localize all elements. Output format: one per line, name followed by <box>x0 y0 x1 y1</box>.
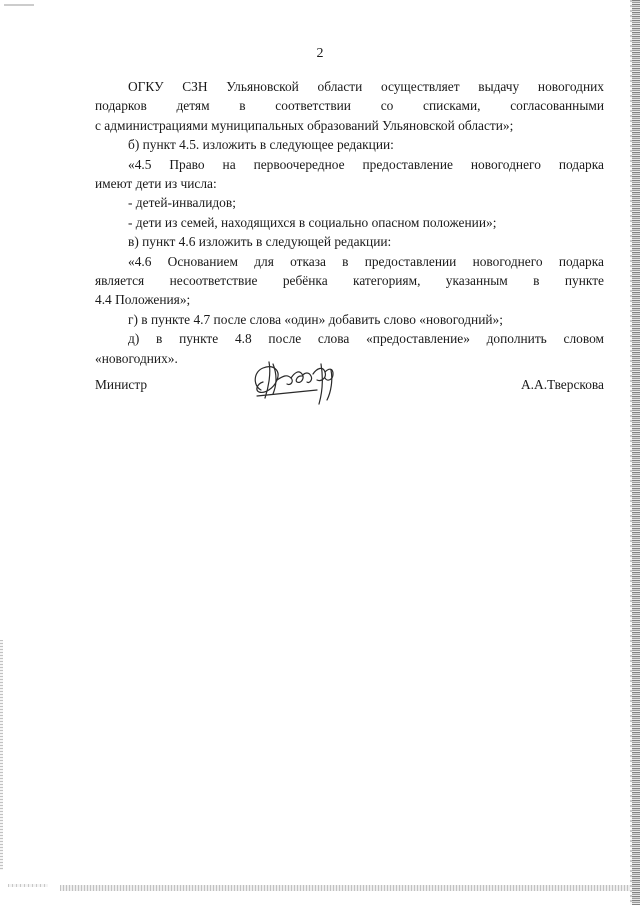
paragraph-line: имеют дети из числа: <box>95 176 217 192</box>
paragraph-line: «новогодних». <box>95 350 178 366</box>
paragraph-line: г) в пункте 4.7 после слова «один» добавить слово «новогодний»; <box>128 311 503 327</box>
paragraph-line: д) в пункте 4.8 после слова «предоставление» дополнить словом <box>128 331 604 347</box>
paragraph-line: «4.5 Право на первоочередное предоставление новогоднего подарка <box>128 156 604 172</box>
scan-artifact-bottom <box>60 885 630 891</box>
handwritten-signature <box>247 350 347 412</box>
scan-artifact-bottom-left <box>8 884 48 887</box>
paragraph-line: подарков детям в соответствии со списками, согласованными <box>95 98 604 114</box>
scan-artifact-left-edge <box>0 640 3 870</box>
signer-name: А.А.Тверскова <box>521 377 604 392</box>
page-number: 2 <box>316 46 324 61</box>
scan-artifact-top <box>4 4 34 6</box>
scan-artifact-right-edge <box>632 0 640 905</box>
paragraph-line: является несоответствие ребёнка категориям, указанным в пункте <box>95 273 604 289</box>
paragraph-line: - детей-инвалидов; <box>128 195 236 211</box>
paragraph-line: с администрациями муниципальных образований Ульяновской области»; <box>95 117 514 133</box>
paragraph-line: ОГКУ СЗН Ульяновской области осуществляет выдачу новогодних <box>128 79 604 94</box>
paragraph-line: б) пункт 4.5. изложить в следующее редакции: <box>128 137 394 153</box>
paragraph-line: 4.4 Положения»; <box>95 292 191 308</box>
paragraph-line: в) пункт 4.6 изложить в следующей редакции: <box>128 234 392 250</box>
signer-position: Министр <box>95 377 148 392</box>
document-body <box>95 77 604 368</box>
paragraph-line: «4.6 Основанием для отказа в предоставлении новогоднего подарка <box>128 253 604 269</box>
scan-artifact-right-inner <box>630 0 632 905</box>
paragraph-line: - дети из семей, находящихся в социально опасном положении»; <box>128 214 497 230</box>
signature-block <box>95 377 604 417</box>
